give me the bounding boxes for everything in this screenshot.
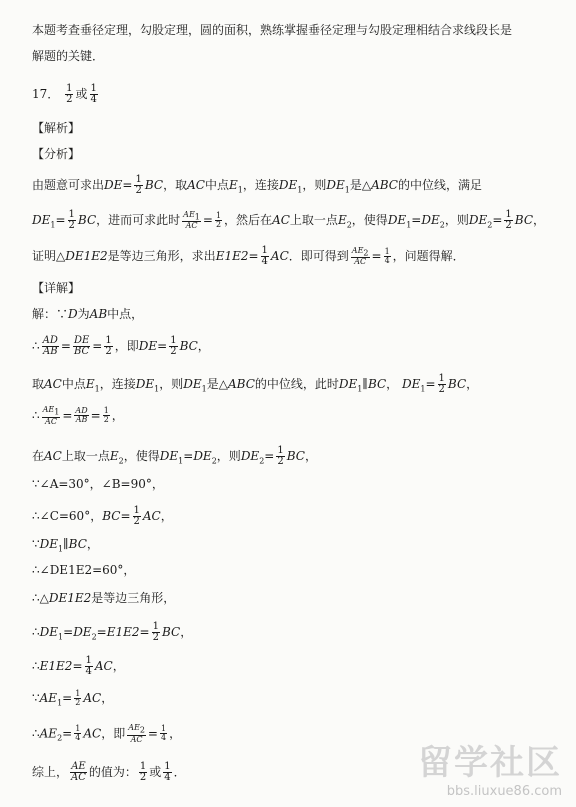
text-line: 综上， $\frac{AE}{AC}$ 的值为： $\frac{1}{2}$ 或 $\frac{1}{4}$ ． xyxy=(32,761,186,783)
text-line: 本题考查垂径定理，勾股定理，圆的面积，熟练掌握垂径定理与勾股定理相结合求线段长是 xyxy=(32,23,513,37)
text-line: ∴E1E2= $\frac{1}{4}$ AC， xyxy=(32,655,125,677)
text-line: 解：∵D为AB中点， xyxy=(32,307,144,321)
text-line: 在AC上取一点$E_2$，使得$DE_1=DE_2$，则$DE_2=$ $\frac{1}{2}$ BC， xyxy=(32,445,317,467)
text-line: 解题的关键． xyxy=(32,49,105,63)
answer-line: 17． $\frac{1}{2}$ 或 $\frac{1}{4}$ xyxy=(32,83,97,105)
section-heading: 【详解】 xyxy=(32,281,81,295)
text-line: ∴△DE1E2是等边三角形， xyxy=(32,591,176,605)
watermark-logo: 留学社区 xyxy=(418,743,562,783)
text-line: ∵∠A=30°，∠B=90°， xyxy=(32,477,164,491)
text-line: $\therefore DE_1=DE_2=E1E2=$ $\frac{1}{2}$ BC， xyxy=(32,621,193,643)
section-heading: 【解析】 xyxy=(32,121,81,135)
text-line: ∴∠C=60°，BC= $\frac{1}{2}$ AC， xyxy=(32,505,173,527)
text-line: 取AC中点$E_1$，连接$DE_1$，则$DE_1$是△ABC的中位线，此时$DE_1\parallel BC$， $DE_1=$ $\frac{1}{2}$ BC， xyxy=(32,373,479,395)
section-heading: 【分析】 xyxy=(32,147,81,161)
text-line: $\because DE_1\parallel BC$， xyxy=(32,537,99,554)
text-line: $\therefore AE_2=$ $\frac{1}{4}$ AC，即 $\frac{AE_2}{AC}$ = $\frac{1}{4}$ ， xyxy=(32,723,182,744)
text-line: ∴ $\frac{AE_1}{AC}$ = $\frac{AD}{AB}$ = $\frac{1}{2}$ ， xyxy=(32,405,124,426)
text-line: $DE_1=$ $\frac{1}{2}$ BC，进而可求此时 $\frac{AE_1}{AC}$ = $\frac{1}{2}$ ，然后在AC上取一点$E_2$，使得$DE_1=DE_2$，则$DE_2=$ $\frac{1}{2}$ BC， xyxy=(32,209,546,231)
watermark-url: bbs.liuxue86.com xyxy=(446,784,562,799)
text-line: 由题意可求出DE= $\frac{1}{2}$ BC，取AC中点$E_1$，连接$DE_1$，则$DE_1$是△ABC的中位线，满足 xyxy=(32,174,482,196)
text-line: $\because AE_1=$ $\frac{1}{2}$ AC， xyxy=(32,689,114,708)
text-line: ∴ $\frac{AD}{AB}$ = $\frac{DE}{BC}$ = $\frac{1}{2}$ ，即DE= $\frac{1}{2}$ BC， xyxy=(32,335,210,357)
text-line: ∴∠DE1E2=60°， xyxy=(32,563,136,577)
watermark xyxy=(418,735,562,799)
text-line: 证明△DE1E2是等边三角形，求出E1E2= $\frac{1}{4}$ AC．即可得到 $\frac{AE_2}{AC}$ = $\frac{1}{4}$ ，问题得解． xyxy=(32,245,465,267)
